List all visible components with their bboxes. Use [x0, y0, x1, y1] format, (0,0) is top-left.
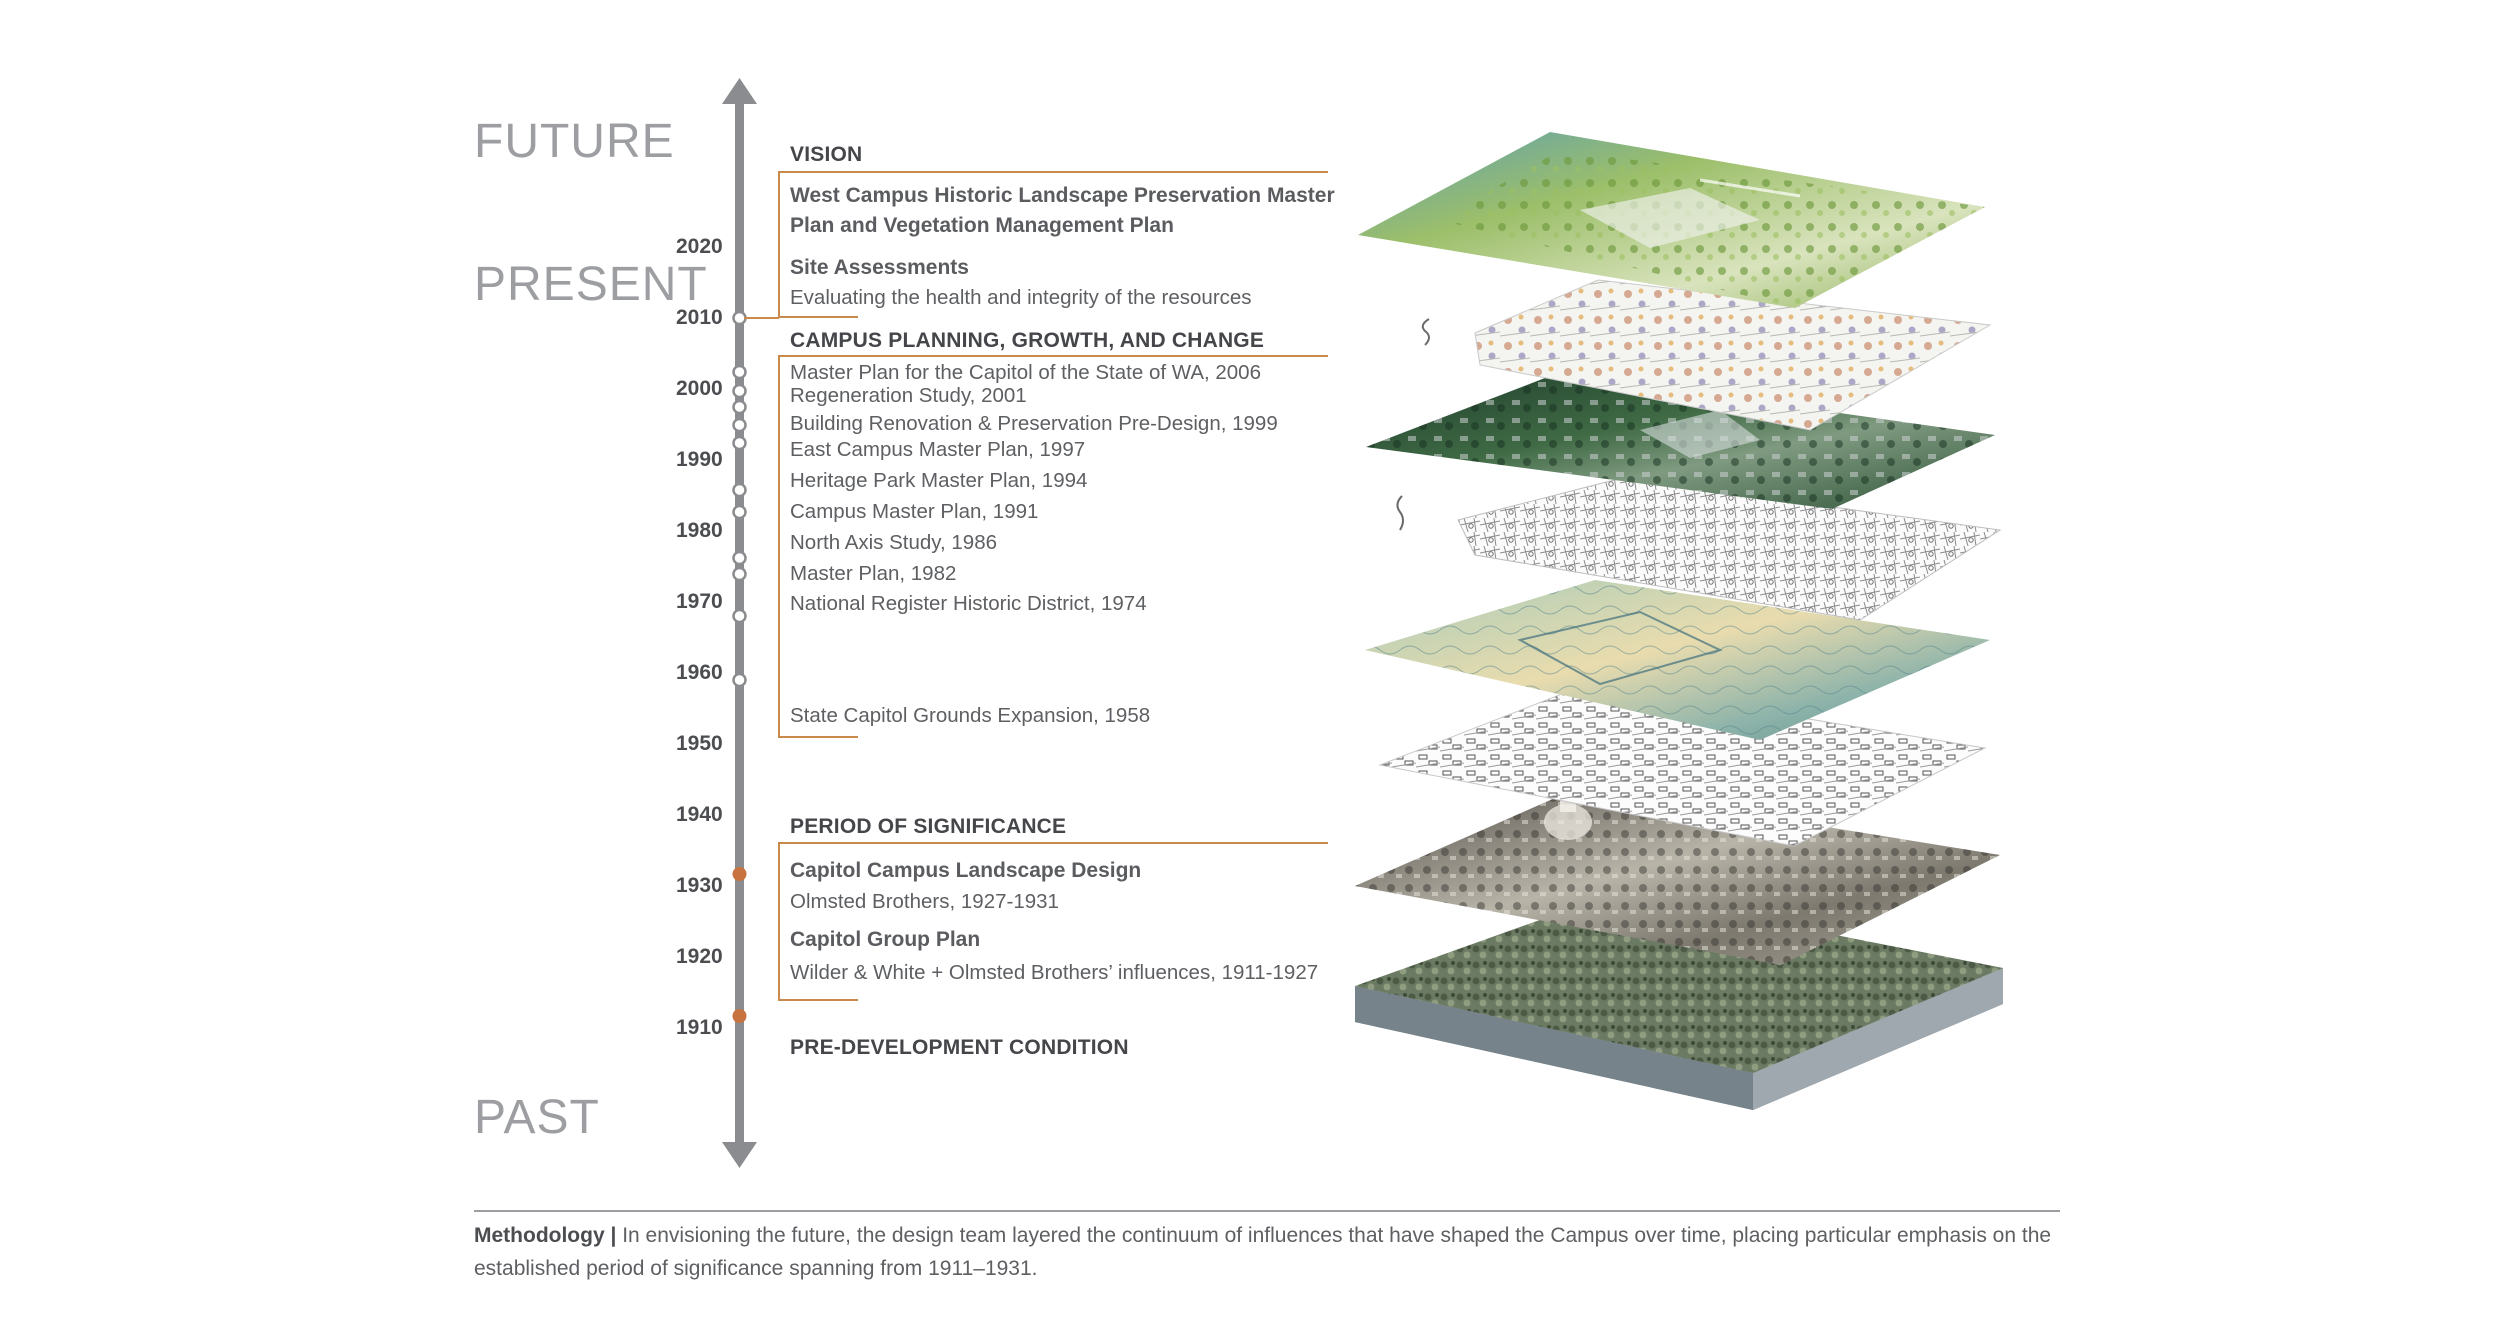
marker-1999 [734, 401, 746, 413]
marker-1994a [734, 437, 746, 449]
planning-item-1958: State Capitol Grounds Expansion, 1958 [790, 704, 1151, 727]
year-label-2020: 2020 [676, 235, 723, 258]
marker-1986 [734, 552, 746, 564]
vision-aerial-plan-layer [1358, 132, 1985, 308]
year-label-1970: 1970 [676, 590, 723, 613]
era-present-label: PRESENT [474, 258, 708, 311]
significance-bracket [779, 843, 1328, 1000]
timeline-arrow-up-icon [722, 78, 757, 104]
planning-item-1982: Master Plan, 1982 [790, 562, 957, 585]
marker-1911 [733, 1009, 747, 1023]
group-plan-description: Wilder & White + Olmsted Brothers’ influences, 1911-1927 [790, 961, 1319, 984]
year-label-1940: 1940 [676, 803, 723, 826]
planning-item-1997: East Campus Master Plan, 1997 [790, 438, 1086, 461]
marker-1994 [734, 484, 746, 496]
era-past-label: PAST [474, 1091, 600, 1144]
vision-plan-title-line2: Plan and Vegetation Management Plan [790, 214, 1174, 237]
group-plan-title: Capitol Group Plan [790, 928, 981, 951]
year-label-1920: 1920 [676, 945, 723, 968]
site-assessments-title: Site Assessments [790, 256, 969, 279]
vision-plan-title-line1: West Campus Historic Landscape Preservation Master [790, 184, 1335, 207]
year-label-1930: 1930 [676, 874, 723, 897]
marker-1974 [734, 610, 746, 622]
planning-item-1974: National Register Historic District, 1974 [790, 592, 1147, 615]
marker-1991 [734, 506, 746, 518]
era-future-label: FUTURE [474, 115, 675, 168]
year-label-1950: 1950 [676, 732, 723, 755]
methodology-text: In envisioning the future, the design team layered the continuum of influences that have shaped the Campus over time, placing particular emphasis on the established period of significance spanning from 1911–1931. [474, 1224, 2052, 1280]
year-label-1960: 1960 [676, 661, 723, 684]
vision-bracket [779, 172, 1328, 317]
planning-bracket [779, 356, 1328, 737]
year-label-1910: 1910 [676, 1016, 723, 1039]
timeline-arrow-down-icon [722, 1142, 757, 1168]
planning-item-2001: Regeneration Study, 2001 [790, 384, 1027, 407]
landscape-design-description: Olmsted Brothers, 1927-1931 [790, 890, 1059, 913]
marker-1997 [734, 419, 746, 431]
year-label-1990: 1990 [676, 448, 723, 471]
pre-development-heading: PRE-DEVELOPMENT CONDITION [790, 1036, 1129, 1059]
marker-2001 [734, 385, 746, 397]
site-assessments-description: Evaluating the health and integrity of the resources [790, 286, 1252, 309]
methodology-label: Methodology | [474, 1224, 617, 1247]
marker-1931 [733, 867, 747, 881]
planning-item-1994: Heritage Park Master Plan, 1994 [790, 469, 1088, 492]
year-label-1980: 1980 [676, 519, 723, 542]
planning-item-1991: Campus Master Plan, 1991 [790, 500, 1039, 523]
historic-plan-layer [1365, 580, 1990, 740]
marker-1982 [734, 568, 746, 580]
vision-heading: VISION [790, 143, 863, 166]
marker-1958 [734, 674, 746, 686]
planning-item-1999: Building Renovation & Preservation Pre-Design, 1999 [790, 412, 1278, 435]
significance-heading: PERIOD OF SIGNIFICANCE [790, 815, 1067, 838]
planning-item-1986: North Axis Study, 1986 [790, 531, 998, 554]
planning-heading: CAMPUS PLANNING, GROWTH, AND CHANGE [790, 329, 1265, 352]
year-label-2000: 2000 [676, 377, 723, 400]
marker-2010 [734, 312, 746, 324]
timeline-brackets [744, 172, 1328, 1000]
planning-item-2006: Master Plan for the Capitol of the State of WA, 2006 [790, 361, 1261, 384]
landscape-design-title: Capitol Campus Landscape Design [790, 859, 1142, 882]
year-label-2010: 2010 [676, 306, 723, 329]
marker-2006 [734, 366, 746, 378]
